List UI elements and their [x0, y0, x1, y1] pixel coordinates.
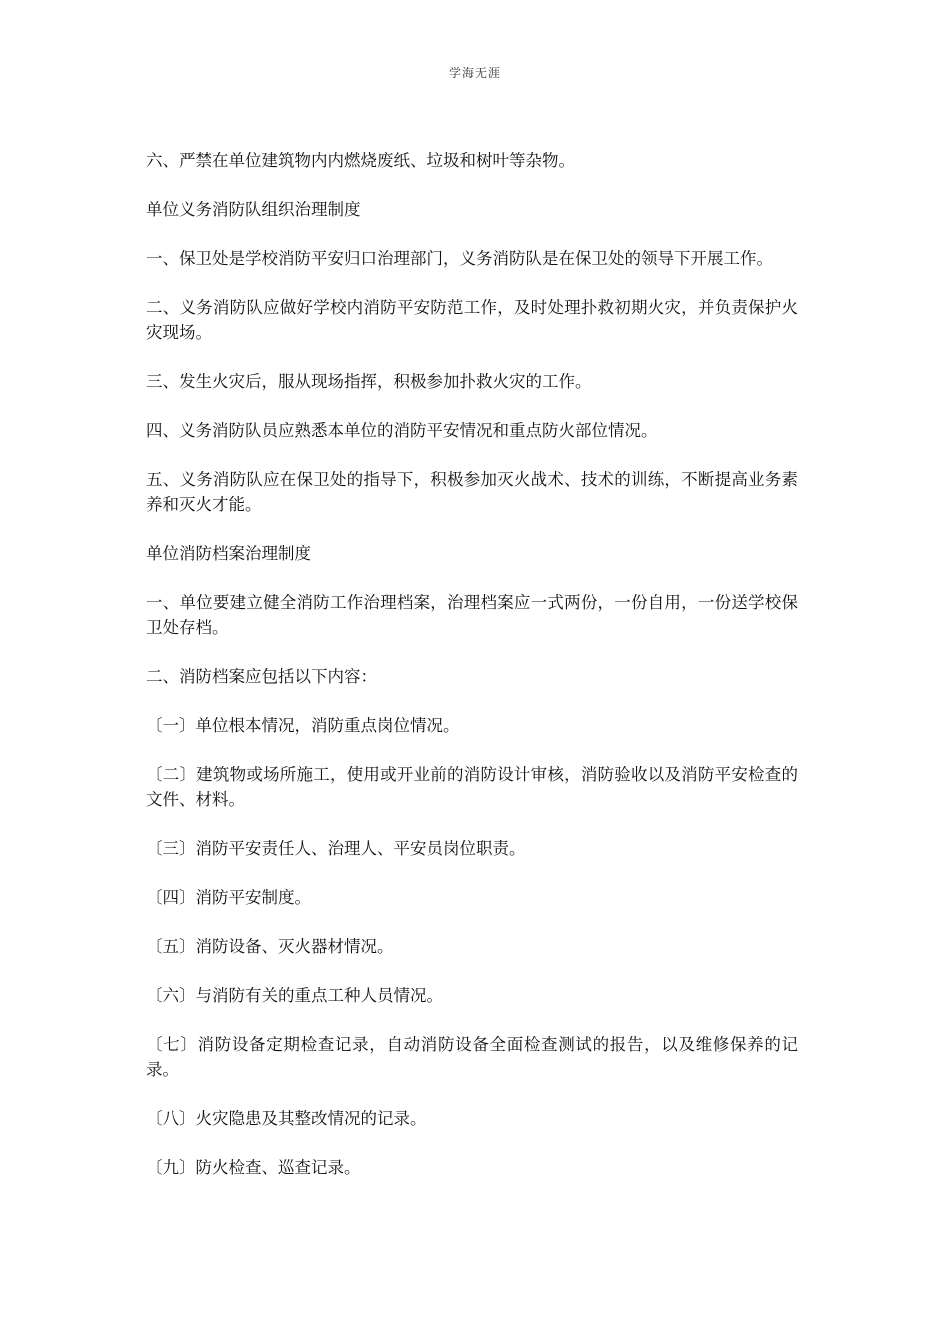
paragraph: 四、义务消防队员应熟悉本单位的消防平安情况和重点防火部位情况。	[146, 421, 658, 440]
list-item: 〔五〕消防设备、灭火器材情况。	[146, 937, 394, 956]
paragraph: 一、单位要建立健全消防工作治理档案，治理档案应一式两份，一份自用，一份送学校保卫处存档。	[146, 593, 798, 637]
paragraph: 一、保卫处是学校消防平安归口治理部门，义务消防队是在保卫处的领导下开展工作。	[146, 249, 773, 268]
list-item: 〔三〕消防平安责任人、治理人、平安员岗位职责。	[146, 839, 526, 858]
page-header: 学海无涯	[448, 66, 501, 80]
list-item: 〔九〕防火检查、巡查记录。	[146, 1158, 361, 1177]
section-title: 单位义务消防队组织治理制度	[146, 200, 361, 219]
list-item: 〔六〕与消防有关的重点工种人员情况。	[146, 986, 443, 1005]
paragraph: 三、发生火灾后，服从现场指挥，积极参加扑救火灾的工作。	[146, 372, 592, 391]
paragraph: 二、义务消防队应做好学校内消防平安防范工作，及时处理扑救初期火灾，并负责保护火灾现场。	[146, 298, 798, 342]
paragraph: 六、严禁在单位建筑物内内燃烧废纸、垃圾和树叶等杂物。	[146, 151, 575, 170]
paragraph: 五、义务消防队应在保卫处的指导下，积极参加灭火战术、技术的训练，不断提高业务素养和灭火才能。	[146, 470, 798, 514]
list-item: 〔一〕单位根本情况，消防重点岗位情况。	[146, 716, 460, 735]
list-item: 〔七〕消防设备定期检查记录，自动消防设备全面检查测试的报告，以及维修保养的记录。	[146, 1035, 798, 1079]
section-title: 单位消防档案治理制度	[146, 544, 311, 563]
list-item: 〔二〕建筑物或场所施工，使用或开业前的消防设计审核，消防验收以及消防平安检查的文件、材料。	[146, 765, 798, 809]
list-item: 〔八〕火灾隐患及其整改情况的记录。	[146, 1109, 427, 1128]
list-item: 〔四〕消防平安制度。	[146, 888, 311, 907]
document-body	[146, 148, 798, 1204]
paragraph: 二、消防档案应包括以下内容：	[146, 667, 377, 686]
